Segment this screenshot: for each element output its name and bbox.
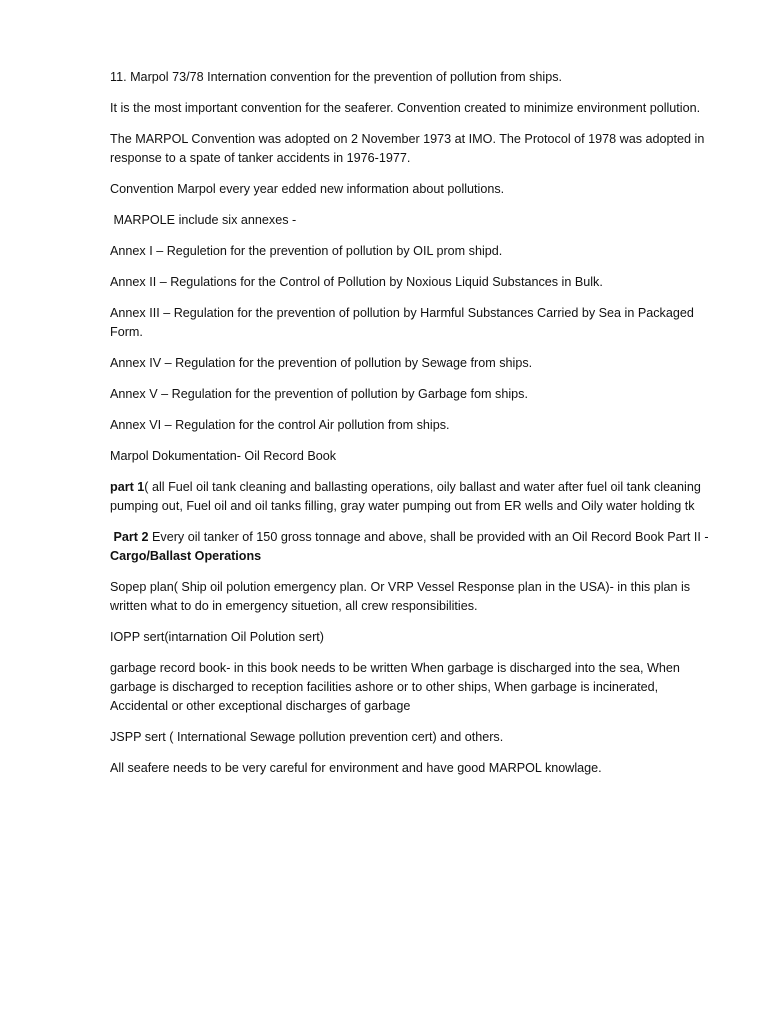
- part-1-text: ( all Fuel oil tank cleaning and ballasting operations, oily ballast and water after fuel oil tank cleaning pumping out, Fuel oil and oil tanks filling, gray water pumping out from ER wells and Oily water holding tk: [110, 480, 701, 513]
- annex-2: Annex II – Regulations for the Control of Pollution by Noxious Liquid Substances in Bulk.: [110, 275, 603, 289]
- annex-4: Annex IV – Regulation for the prevention of pollution by Sewage from ships.: [110, 356, 533, 370]
- paragraph-iopp: IOPP sert(intarnation Oil Polution sert): [110, 630, 324, 644]
- part-2-text: Every oil tanker of 150 gross tonnage and above, shall be provided with an Oil Record Book Part II -: [148, 530, 709, 544]
- paragraph-annexes-intro: [110, 211, 718, 230]
- paragraph-adoption: The MARPOL Convention was adopted on 2 November 1973 at IMO. The Protocol of 1978 was adopted in response to a spate of tanker accidents in 1976-1977.: [110, 132, 705, 165]
- annex-1: Annex I – Reguletion for the prevention of pollution by OIL prom shipd.: [110, 244, 503, 258]
- annexes-intro-text: MARPOLE include six annexes -: [110, 213, 297, 227]
- part-1-label: part 1: [110, 480, 145, 494]
- annex-6: Annex VI – Regulation for the control Air pollution from ships.: [110, 418, 450, 432]
- paragraph-importance: It is the most important convention for the seaferer. Convention created to minimize environment pollution.: [110, 101, 701, 115]
- paragraph-documentation: Marpol Dokumentation- Oil Record Book: [110, 449, 337, 463]
- paragraph-garbage-record: garbage record book- in this book needs to be written When garbage is discharged into the sea, When garbage is discharged to reception facilities ashore or to other ships, When garbage is incinerated, Accidental or other exceptional discharges of garbage: [110, 661, 680, 713]
- paragraph-updates: Convention Marpol every year edded new information about pollutions.: [110, 182, 505, 196]
- paragraph-part-2: [110, 528, 718, 566]
- paragraph-conclusion: All seafere needs to be very careful for environment and have good MARPOL knowlage.: [110, 761, 602, 775]
- annex-5: Annex V – Regulation for the prevention of pollution by Garbage fom ships.: [110, 387, 528, 401]
- part-2-cargo-ballast: Cargo/Ballast Operations: [110, 549, 262, 563]
- part-2-label: Part 2: [113, 530, 149, 544]
- paragraph-part-1: [110, 478, 718, 516]
- paragraph-jspp: JSPP sert ( International Sewage pollution prevention cert) and others.: [110, 730, 504, 744]
- annex-3: Annex III – Regulation for the prevention of pollution by Harmful Substances Carried by Sea in Packaged Form.: [110, 306, 694, 339]
- document-page: [110, 68, 718, 790]
- heading-marpol: 11. Marpol 73/78 Internation convention for the prevention of pollution from ships.: [110, 70, 563, 84]
- paragraph-sopep: Sopep plan( Ship oil polution emergency plan. Or VRP Vessel Response plan in the USA)- in this plan is written what to do in emergency situetion, all crew responsibilities.: [110, 580, 691, 613]
